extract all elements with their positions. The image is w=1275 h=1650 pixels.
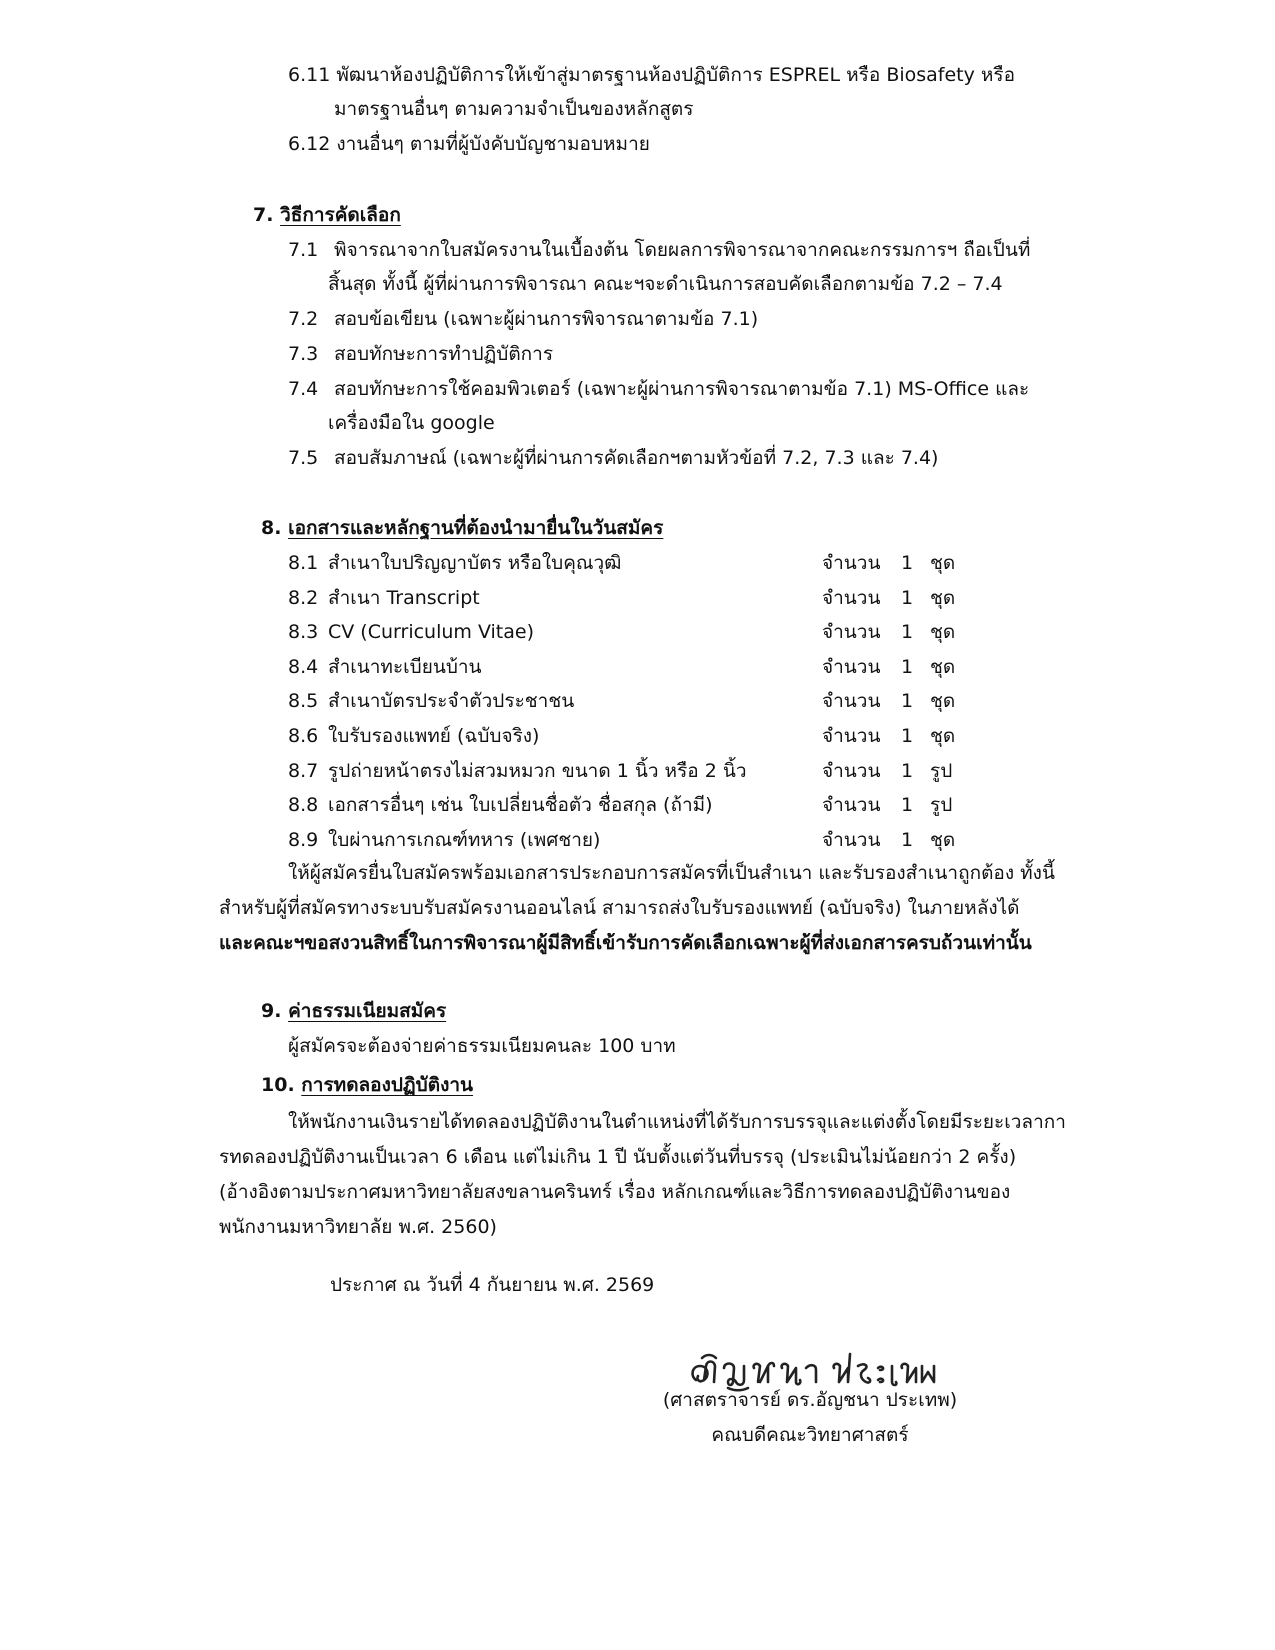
document-item-text: รูปถ่ายหน้าตรงไม่สวมหมวก ขนาด 1 นิ้ว หรือ 2 นิ้ว [328, 760, 747, 782]
quantity-count: 1 [900, 656, 914, 678]
item-6-11-text: พัฒนาห้องปฏิบัติการให้เข้าสู่มาตรฐานห้องปฏิบัติการ ESPREL หรือ Biosafety หรือ [336, 64, 1016, 86]
document-item-quantity [822, 823, 955, 858]
document-item-number: 8.1 [288, 552, 319, 574]
section-7-heading [253, 198, 401, 233]
quantity-label: จำนวน [822, 621, 881, 643]
document-item-number: 8.8 [288, 794, 319, 816]
document-item-text: ใบผ่านการเกณฑ์ทหาร (เพศชาย) [328, 829, 601, 851]
quantity-label: จำนวน [822, 760, 881, 782]
section-10-title: การทดลองปฏิบัติงาน [301, 1074, 474, 1096]
section-10-line1: ให้พนักงานเงินรายได้ทดลองปฏิบัติงานในตำแหน่งที่ได้รับการบรรจุและแต่งตั้งโดยมีระยะเวลากา [288, 1111, 1066, 1133]
document-item-text: ใบรับรองแพทย์ (ฉบับจริง) [328, 725, 540, 747]
item-7-5 [288, 441, 938, 476]
signer-name: (ศาสตราจารย์ ดร.อัญชนา ประเทพ) [662, 1389, 958, 1411]
document-item-text: เอกสารอื่นๆ เช่น ใบเปลี่ยนชื่อตัว ชื่อสกุล (ถ้ามี) [328, 794, 713, 816]
section-8-paragraph-line2: สำหรับผู้ที่สมัครทางระบบรับสมัครงานออนไลน์ สามารถส่งใบรับรองแพทย์ (ฉบับจริง) ในภายหลังได้ [219, 897, 1020, 919]
section-10-heading [261, 1068, 473, 1103]
document-item-7 [288, 754, 747, 789]
item-7-1-text: พิจารณาจากใบสมัครงานในเบื้องต้น โดยผลการพิจารณาจากคณะกรรมการฯ ถือเป็นที่ [334, 239, 1031, 261]
document-item-number: 8.7 [288, 760, 319, 782]
document-item-number: 8.2 [288, 587, 319, 609]
announcement-date: ประกาศ ณ วันที่ 4 กันยายน พ.ศ. 2569 [330, 1274, 655, 1296]
document-item-text: สำเนาบัตรประจำตัวประชาชน [328, 690, 575, 712]
document-item-quantity [822, 581, 955, 616]
quantity-count: 1 [900, 760, 914, 782]
quantity-count: 1 [900, 552, 914, 574]
document-item-number: 8.4 [288, 656, 319, 678]
quantity-label: จำนวน [822, 656, 881, 678]
section-9-title: ค่าธรรมเนียมสมัคร [288, 1000, 447, 1022]
item-7-2 [288, 302, 758, 337]
item-7-1-line1 [288, 233, 1030, 268]
document-item-4 [288, 650, 482, 685]
quantity-unit: รูป [930, 760, 953, 782]
item-7-4-number: 7.4 [288, 378, 319, 400]
item-7-2-number: 7.2 [288, 308, 319, 330]
document-item-8 [288, 788, 713, 823]
quantity-count: 1 [900, 829, 914, 851]
section-10-number: 10. [261, 1074, 295, 1096]
quantity-count: 1 [900, 725, 914, 747]
document-item-number: 8.9 [288, 829, 319, 851]
quantity-unit: รูป [930, 794, 953, 816]
section-8-heading [261, 511, 663, 546]
section-9-number: 9. [261, 1000, 282, 1022]
quantity-label: จำนวน [822, 725, 881, 747]
item-7-4-line1 [288, 372, 1029, 407]
document-item-quantity [822, 754, 952, 789]
document-item-text: สำเนาใบปริญญาบัตร หรือใบคุณวุฒิ [328, 552, 622, 574]
quantity-unit: ชุด [930, 690, 956, 712]
quantity-unit: ชุด [930, 621, 956, 643]
quantity-count: 1 [900, 621, 914, 643]
document-item-3 [288, 615, 534, 650]
document-item-text: สำเนา Transcript [328, 587, 480, 609]
item-6-11-line2: มาตรฐานอื่นๆ ตามความจำเป็นของหลักสูตร [334, 98, 694, 120]
item-7-4-line2: เครื่องมือใน google [328, 412, 495, 434]
quantity-label: จำนวน [822, 690, 881, 712]
item-7-1-number: 7.1 [288, 239, 319, 261]
document-item-text: สำเนาทะเบียนบ้าน [328, 656, 482, 678]
item-7-4-text: สอบทักษะการใช้คอมพิวเตอร์ (เฉพาะผู้ผ่านการพิจารณาตามข้อ 7.1) MS-Office และ [334, 378, 1030, 400]
quantity-count: 1 [900, 587, 914, 609]
item-7-2-text: สอบข้อเขียน (เฉพาะผู้ผ่านการพิจารณาตามข้อ 7.1) [334, 308, 759, 330]
document-item-1 [288, 546, 621, 581]
document-item-9 [288, 823, 600, 858]
document-item-number: 8.6 [288, 725, 319, 747]
item-6-12: 6.12 งานอื่นๆ ตามที่ผู้บังคับบัญชามอบหมาย [288, 133, 650, 155]
section-9-heading [261, 994, 446, 1029]
quantity-unit: ชุด [930, 656, 956, 678]
document-item-quantity [822, 650, 955, 685]
document-item-quantity [822, 615, 955, 650]
section-8-title: เอกสารและหลักฐานที่ต้องนำมายื่นในวันสมัคร [288, 517, 664, 539]
item-7-3-number: 7.3 [288, 343, 319, 365]
section-8-paragraph-line1: ให้ผู้สมัครยื่นใบสมัครพร้อมเอกสารประกอบการสมัครที่เป็นสำเนา และรับรองสำเนาถูกต้อง ทั้งนี้ [288, 862, 1055, 884]
quantity-label: จำนวน [822, 829, 881, 851]
section-7-title: วิธีการคัดเลือก [280, 204, 401, 226]
section-8-number: 8. [261, 517, 282, 539]
item-6-11-line1 [288, 58, 1015, 93]
section-9-text: ผู้สมัครจะต้องจ่ายค่าธรรมเนียมคนละ 100 บาท [288, 1035, 676, 1057]
document-item-number: 8.3 [288, 621, 319, 643]
quantity-label: จำนวน [822, 587, 881, 609]
document-item-text: CV (Curriculum Vitae) [328, 621, 535, 643]
item-7-1-line2: สิ้นสุด ทั้งนี้ ผู้ที่ผ่านการพิจารณา คณะฯจะดำเนินการสอบคัดเลือกตามข้อ 7.2 – 7.4 [328, 273, 1003, 295]
section-10-line3: (อ้างอิงตามประกาศมหาวิทยาลัยสงขลานครินทร์ เรื่อง หลักเกณฑ์และวิธีการทดลองปฏิบัติงานของ [219, 1181, 1011, 1203]
document-item-number: 8.5 [288, 690, 319, 712]
quantity-unit: ชุด [930, 829, 956, 851]
quantity-unit: ชุด [930, 725, 956, 747]
document-item-5 [288, 684, 574, 719]
item-7-5-text: สอบสัมภาษณ์ (เฉพาะผู้ที่ผ่านการคัดเลือกฯตามหัวข้อที่ 7.2, 7.3 และ 7.4) [334, 447, 939, 469]
section-7-number: 7. [253, 204, 274, 226]
item-7-5-number: 7.5 [288, 447, 319, 469]
signer-position: คณบดีคณะวิทยาศาสตร์ [711, 1424, 909, 1446]
item-7-3-text: สอบทักษะการทำปฏิบัติการ [334, 343, 554, 365]
section-10-line2: รทดลองปฏิบัติงานเป็นเวลา 6 เดือน แต่ไม่เกิน 1 ปี นับตั้งแต่วันที่บรรจุ (ประเมินไม่น้อยกว่า 2 ครั้ง) [219, 1146, 1017, 1168]
quantity-count: 1 [900, 690, 914, 712]
document-item-quantity [822, 788, 952, 823]
document-item-quantity [822, 719, 955, 754]
item-7-3 [288, 337, 553, 372]
quantity-label: จำนวน [822, 794, 881, 816]
document-item-quantity [822, 684, 955, 719]
section-10-line4: พนักงานมหาวิทยาลัย พ.ศ. 2560) [219, 1216, 497, 1238]
section-8-paragraph-line3: และคณะฯขอสงวนสิทธิ์ในการพิจารณาผู้มีสิทธิ์เข้ารับการคัดเลือกเฉพาะผู้ที่ส่งเอกสารครบถ้วนเท่านั้น [219, 932, 1032, 954]
quantity-count: 1 [900, 794, 914, 816]
item-6-11-number: 6.11 [288, 64, 331, 86]
quantity-label: จำนวน [822, 552, 881, 574]
document-item-quantity [822, 546, 955, 581]
quantity-unit: ชุด [930, 587, 956, 609]
document-item-2 [288, 581, 480, 616]
quantity-unit: ชุด [930, 552, 956, 574]
document-item-6 [288, 719, 539, 754]
